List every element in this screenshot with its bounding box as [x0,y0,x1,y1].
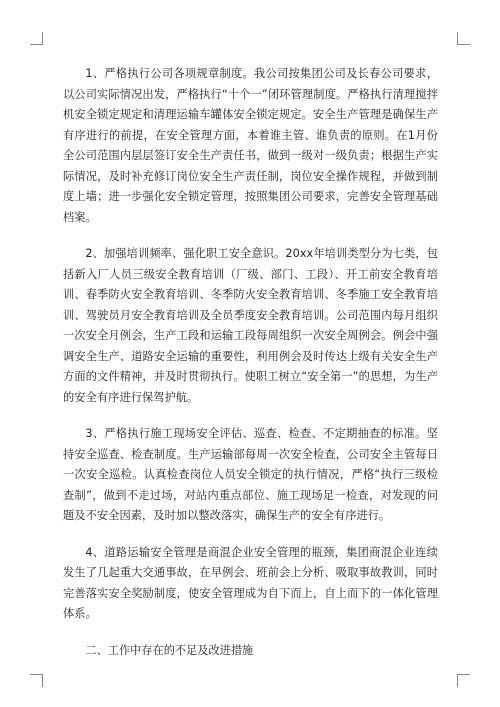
paragraph-2: 2、加强培训频率、强化职工安全意识。20xx年培训类型分为七类，包括新入厂人员三级安全教育培训（厂级、部门、工段）、开工前安全教育培训、春季防火安全教育培训、冬季防火安全教育培训、冬季施工安全教育培训、驾驶员月安全教育培训及全员季度安全教育培训。公司范围内每月组织一次安全月例会，生产工段和运输工段每周组织一次安全周例会。例会中强调安全生产、道路安全运输的重要性，利用例会及时传达上级有关安全生产方面的文件精神，并及时贯彻执行。使职工树立“安全第一”的思想，为生产的安全有序进行保驾护航。 [63,247,438,404]
crop-mark-bottom-left [30,674,43,687]
crop-mark-bottom-right [457,674,470,687]
crop-mark-top-right [457,32,470,45]
paragraph-4: 4、道路运输安全管理是商混企业安全管理的瓶颈，集团商混企业连续发生了几起重大交通事故，在早例会、班前会上分析、吸取事故教训，同时完善落实安全奖励制度，使安全管理成为自下而上，自上而下的一体化管理体系。 [63,545,438,620]
document-body [63,64,438,661]
crop-mark-top-left [30,32,43,45]
paragraph-1: 1、严格执行公司各项规章制度。我公司按集团公司及长春公司要求，以公司实际情况出发，严格执行“十个一”闭环管理制度。严格执行清理搅拌机安全锁定规定和清理运输车罐体安全锁定规定。安全生产管理是确保生产有序进行的前提，在安全管理方面，本着谁主管、谁负责的原则。在1月份全公司范围内层层签订安全生产责任书，做到一级对一级负责；根据生产实际情况，及时补充修订岗位安全生产责任制，岗位安全操作规程，并做到制度上墙；进一步强化安全锁定管理，按照集团公司要求，完善安全管理基础档案。 [63,67,438,224]
section-heading: 二、工作中存在的不足及改进措施 [85,643,254,657]
paragraph-3: 3、严格执行施工现场安全评估、巡查、检查、不定期抽查的标准。坚持安全巡查、检查制度。生产运输部每周一次安全检查，公司安全主管每日一次安全巡检。认真检查岗位人员安全锁定的执行情况，严格“执行三级检查制”，做到不走过场，对站内重点部位、施工现场足一检查，对发现的问题及不安全因素，及时加以整改落实，确保生产的安全有序进行。 [63,427,438,522]
